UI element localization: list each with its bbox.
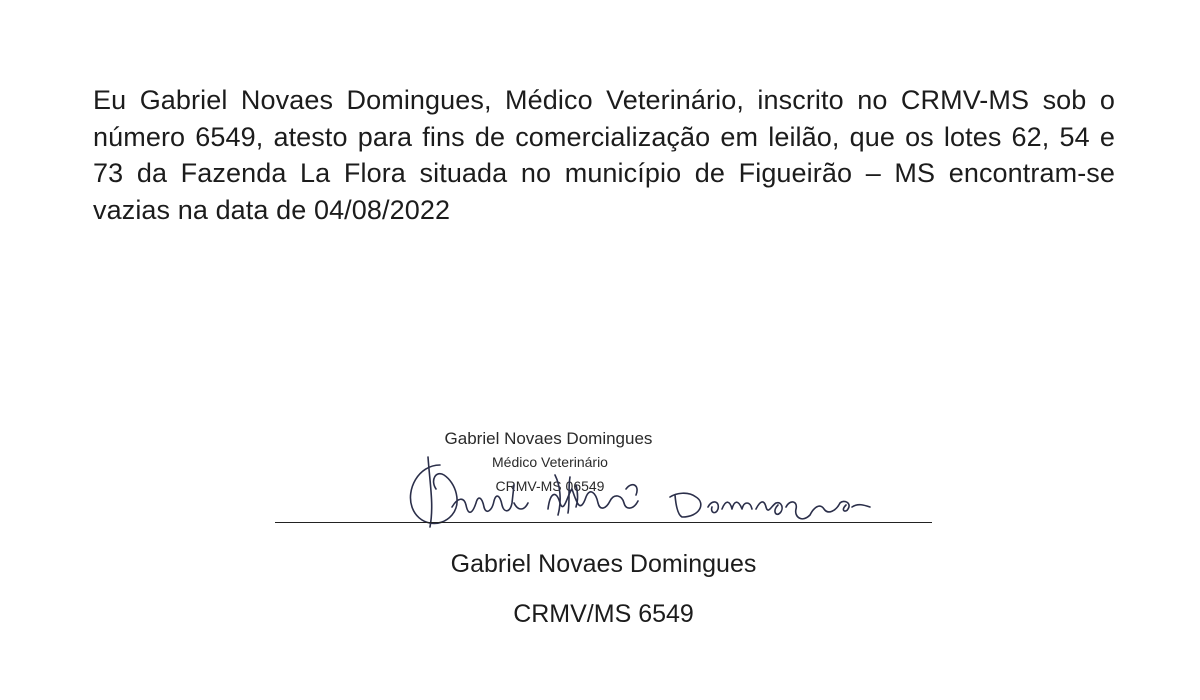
stamp-registration: CRMV-MS 06549 (495, 478, 605, 494)
signature-line (275, 522, 932, 523)
stamp-name: Gabriel Novaes Domingues (444, 429, 653, 448)
attestation-text: Eu Gabriel Novaes Domingues, Médico Veterinário, inscrito no CRMV-MS sob o número 6549, atesto para fins de comercialização em leilão, que os lotes 62, 54 e 73 da Fazenda La Flora situada no município de Figueirão – MS encontram-se vazias na data de 04/08/2022 (93, 85, 1115, 225)
signer-name: Gabriel Novaes Domingues (450, 550, 757, 578)
stamp-title: Médico Veterinário (492, 454, 608, 470)
signer-registration: CRMV/MS 6549 (513, 600, 694, 628)
